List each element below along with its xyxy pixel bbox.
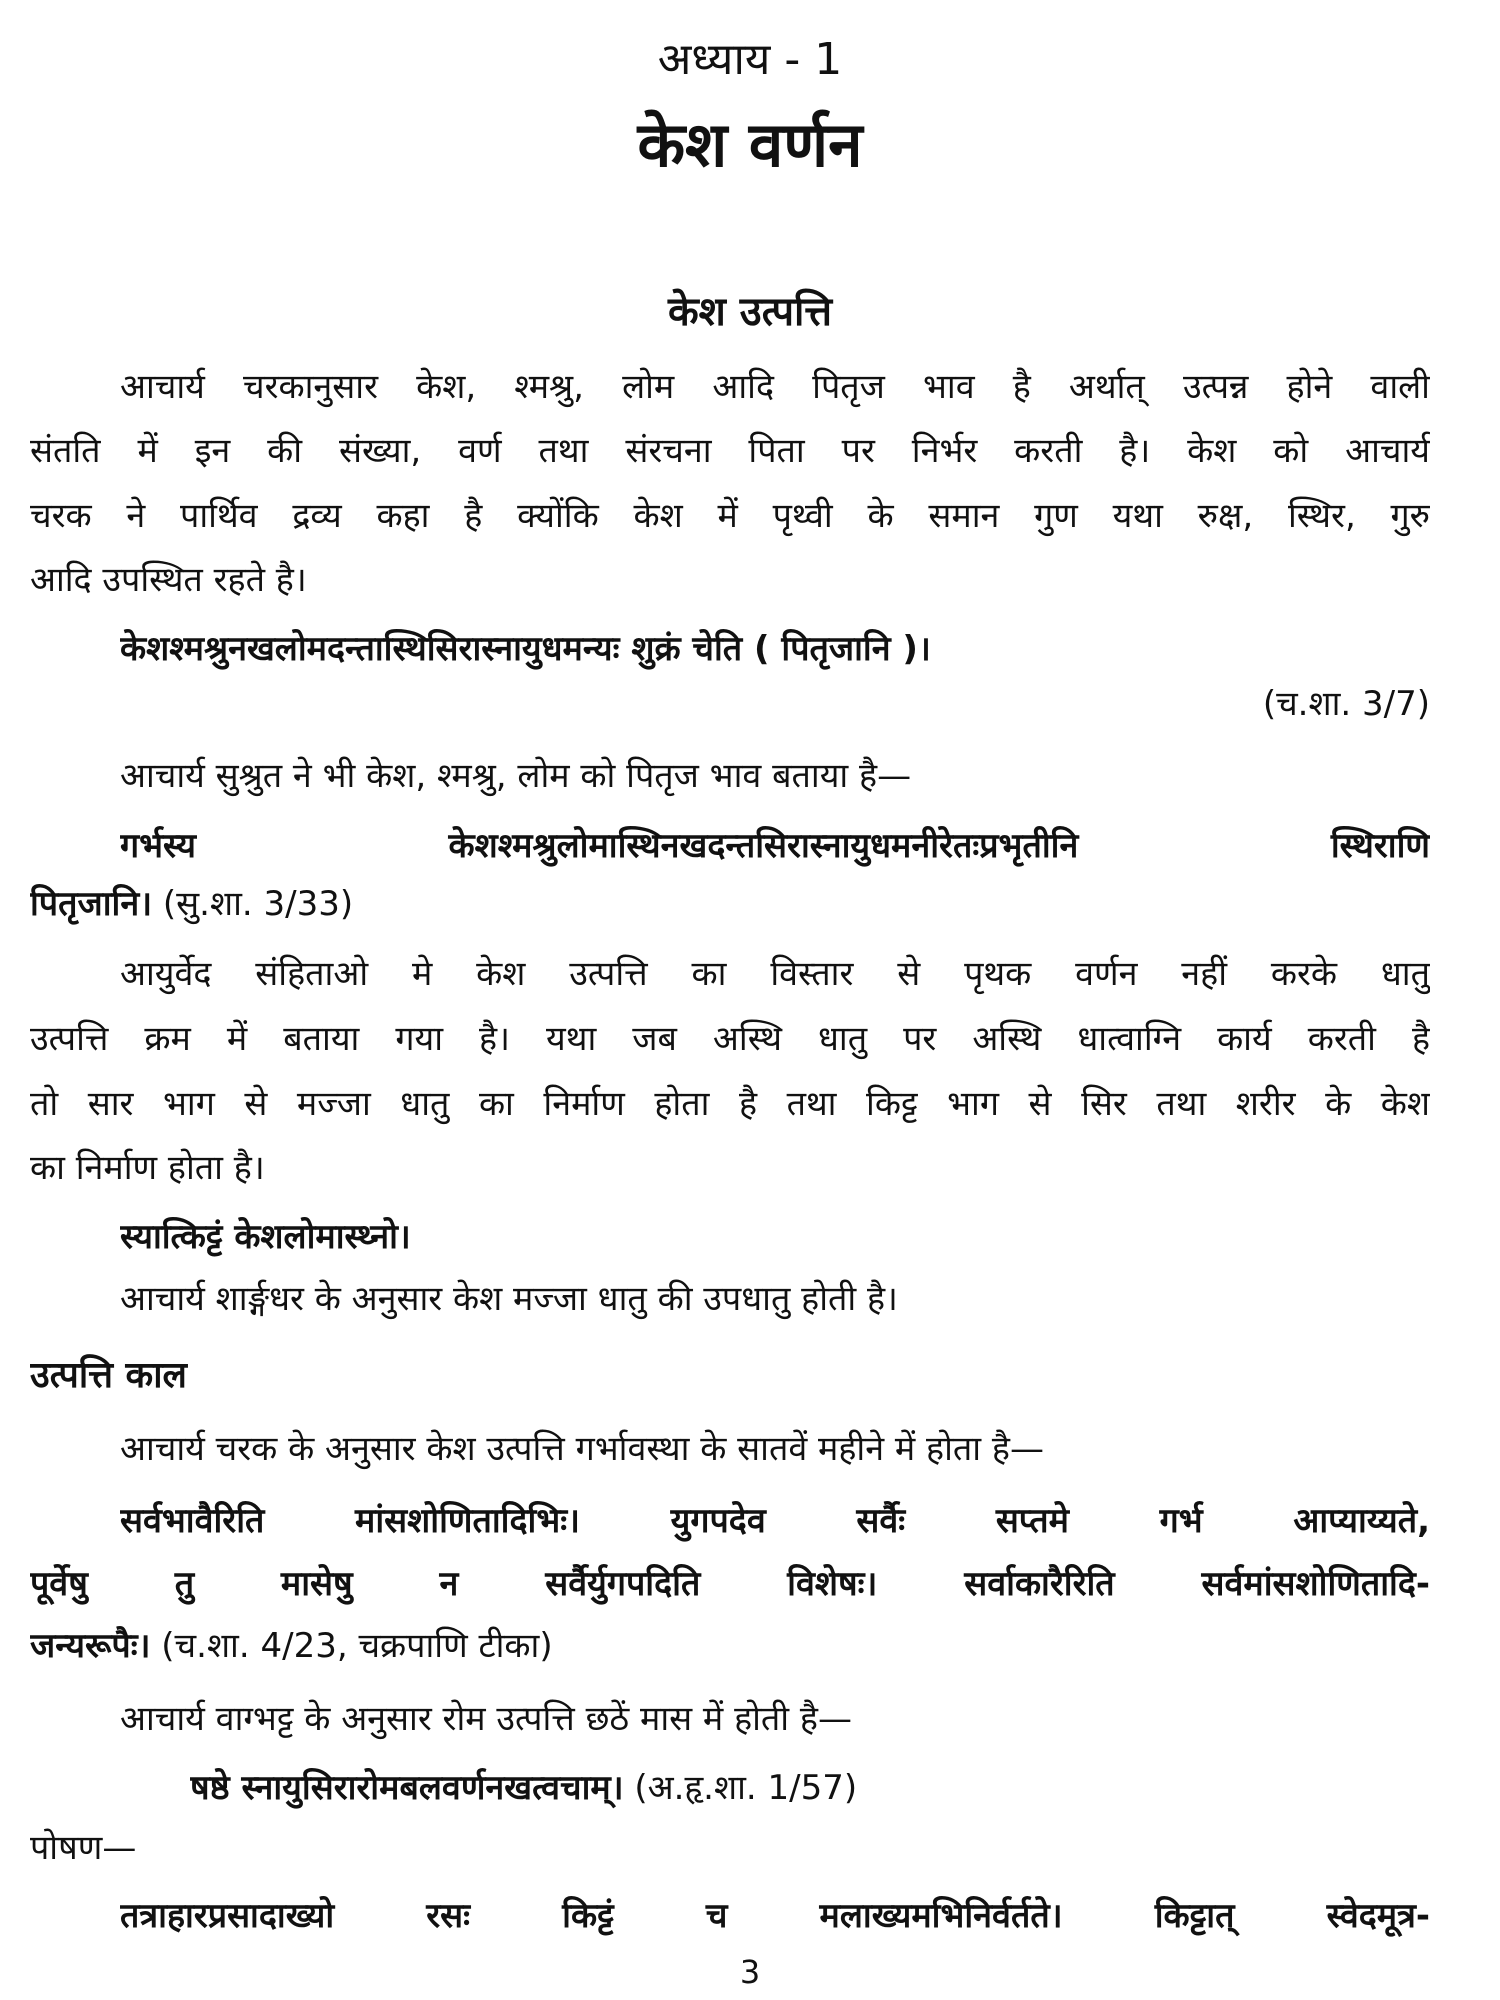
shloka-text: षष्ठे स्नायुसिरारोमबलवर्णनखत्वचाम्।: [190, 1768, 624, 1808]
page-number: 3: [739, 1953, 761, 1991]
paragraph-line: का निर्माण होता है।: [30, 1148, 265, 1188]
paragraph-line: आचार्य शार्ङ्गधर के अनुसार केश मज्जा धातु की उपधातु होती है।: [120, 1279, 898, 1319]
shloka: तत्राहारप्रसादाख्यो रसः किट्टं च मलाख्यमभिनिर्वर्तते। किट्टात् स्वेदमूत्र-: [120, 1896, 1430, 1936]
paragraph-line: आयुर्वेद संहिताओ मे केश उत्पत्ति का विस्तार से पृथक वर्णन नहीं करके धातु: [120, 954, 1430, 994]
paragraph-line: संतति में इन की संख्या, वर्ण तथा संरचना पिता पर निर्भर करती है। केश को आचार्य: [30, 431, 1430, 471]
paragraph-line: आदि उपस्थित रहते है।: [30, 560, 307, 600]
shloka: केशश्मश्रुनखलोमदन्तास्थिसिरास्नायुधमन्यः शुक्रं चेति ( पितृजानि )।: [120, 629, 931, 669]
label-poshan: पोषण—: [30, 1828, 137, 1868]
shloka-line: [190, 1764, 1430, 1812]
shloka-line: [30, 880, 1430, 928]
paragraph-line: आचार्य वाग्भट्ट के अनुसार रोम उत्पत्ति छठें मास में होती है—: [120, 1699, 852, 1739]
shloka-text: पितृजानि।: [30, 884, 153, 924]
shloka: स्यात्किट्टं केशलोमास्थ्नो।: [120, 1217, 411, 1257]
chapter-title: केश वर्णन: [637, 108, 863, 181]
paragraph-line: चरक ने पार्थिव द्रव्य कहा है क्योंकि केश में पृथ्वी के समान गुण यथा रुक्ष, स्थिर, गुरु: [30, 496, 1430, 536]
reference: (सु.शा. 3/33): [152, 884, 354, 924]
reference: (च.शा. 3/7): [1262, 684, 1430, 724]
shloka: पूर्वेषु तु मासेषु न सर्वैर्युगपदिति विशेषः। सर्वाकारैरिति सर्वमांसशोणितादि-: [30, 1564, 1430, 1604]
paragraph-line: आचार्य चरकानुसार केश, श्मश्रु, लोम आदि पितृज भाव है अर्थात् उत्पन्न होने वाली: [120, 367, 1430, 407]
reference: (च.शा. 4/23, चक्रपाणि टीका): [150, 1626, 553, 1666]
shloka-line: [30, 1622, 1430, 1670]
paragraph-line: आचार्य सुश्रुत ने भी केश, श्मश्रु, लोम को पितृज भाव बताया है—: [120, 756, 912, 796]
shloka: सर्वभावैरिति मांसशोणितादिभिः। युगपदेव सर्वैः सप्तमे गर्भ आप्याय्यते,: [120, 1501, 1430, 1541]
shloka-text: जन्यरूपैः।: [30, 1626, 151, 1666]
section-heading: केश उत्पत्ति: [667, 289, 833, 335]
subheading: उत्पत्ति काल: [30, 1355, 187, 1396]
paragraph-line: तो सार भाग से मज्जा धातु का निर्माण होता है तथा किट्ट भाग से सिर तथा शरीर के केश: [30, 1084, 1430, 1124]
paragraph-line: आचार्य चरक के अनुसार केश उत्पत्ति गर्भावस्था के सातवें महीने में होता है—: [120, 1429, 1044, 1469]
reference: (अ.हृ.शा. 1/57): [623, 1768, 858, 1808]
shloka: गर्भस्य केशश्मश्रुलोमास्थिनखदन्तसिरास्नायुधमनीरेतःप्रभृतीनि स्थिराणि: [120, 826, 1430, 866]
paragraph-line: उत्पत्ति क्रम में बताया गया है। यथा जब अस्थि धातु पर अस्थि धात्वाग्नि कार्य करती है: [30, 1019, 1430, 1059]
chapter-label: अध्याय - 1: [657, 34, 843, 85]
